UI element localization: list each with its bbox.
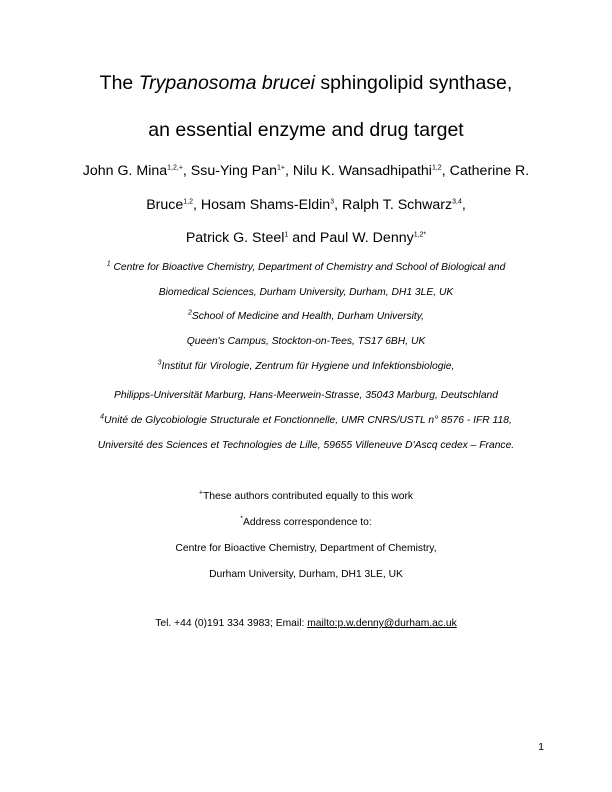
note-text: Address correspondence to: xyxy=(242,517,372,528)
title-species: Trypanosoma brucei xyxy=(138,72,316,94)
author-name: John G. Mina xyxy=(82,163,168,179)
correspondence-line-2 xyxy=(0,568,612,582)
title-line-1 xyxy=(0,71,612,95)
author-name: , Ralph T. Schwarz xyxy=(334,197,453,213)
author-name: and Paul W. Denny xyxy=(288,230,414,246)
author-name: , Nilu K. Wansadhipathi xyxy=(285,163,432,179)
author-name: Bruce xyxy=(146,197,184,213)
note-text: Durham University, Durham, DH1 3LE, UK xyxy=(209,569,403,580)
affiliation-3-line-1 xyxy=(0,360,612,374)
note-text: Centre for Bioactive Chemistry, Department of Chemistry, xyxy=(175,543,437,554)
correspondence-heading xyxy=(0,516,612,530)
author-name: Patrick G. Steel xyxy=(185,230,285,246)
author-superscript: 3,4 xyxy=(452,198,462,206)
author-name: , Hosam Shams-Eldin xyxy=(192,197,331,213)
affiliation-text: School of Medicine and Health, Durham University, xyxy=(191,311,425,322)
author-superscript: 1,2* xyxy=(413,231,427,239)
affiliation-superscript: 2 xyxy=(187,309,192,317)
title-text: sphingolipid synthase, xyxy=(315,72,513,94)
affiliation-text: Unité de Glycobiologie Structurale et Fonctionnelle, UMR CNRS/USTL n° 8576 - IFR 118, xyxy=(104,415,512,426)
title-text: The xyxy=(99,72,139,94)
affiliation-4-line-2 xyxy=(0,439,612,453)
affiliation-text: Institut für Virologie, Zentrum für Hygiene und Infektionsbiologie, xyxy=(161,361,455,372)
note-text: These authors contributed equally to this work xyxy=(203,491,414,502)
email-link[interactable]: mailto:p.w.denny@durham.ac.uk xyxy=(307,618,457,629)
note-superscript: * xyxy=(240,515,243,523)
contact-line xyxy=(0,617,612,631)
affiliation-text: Philipps-Universität Marburg, Hans-Meerwein-Strasse, 35043 Marburg, Deutschland xyxy=(113,390,498,401)
affiliation-2-line-1 xyxy=(0,310,612,324)
author-superscript: 1,2 xyxy=(431,164,442,172)
affiliation-superscript: 1 xyxy=(106,260,111,268)
author-superscript: 3 xyxy=(330,198,335,206)
author-superscript: 1+ xyxy=(277,164,286,172)
author-line-1 xyxy=(0,162,612,180)
author-name: , Catherine R. xyxy=(441,163,530,179)
affiliation-1-line-1 xyxy=(0,261,612,275)
affiliation-superscript: 3 xyxy=(157,359,162,367)
title-text: an essential enzyme and drug target xyxy=(148,119,464,141)
affiliation-superscript: 4 xyxy=(100,413,105,421)
affiliation-3-line-2 xyxy=(0,389,612,403)
page-number: 1 xyxy=(538,742,544,753)
affiliation-4-line-1 xyxy=(0,414,612,428)
affiliation-1-line-2 xyxy=(0,286,612,300)
affiliation-2-line-2 xyxy=(0,335,612,349)
affiliation-text: Université des Sciences et Technologies de Lille, 59655 Villeneuve D'Ascq cedex – France. xyxy=(97,440,515,451)
author-line-3 xyxy=(0,229,612,247)
affiliation-text: Queen's Campus, Stockton-on-Tees, TS17 6BH, UK xyxy=(186,336,426,347)
equal-contribution-note xyxy=(0,490,612,504)
title-line-2 xyxy=(0,118,612,142)
affiliation-text: Centre for Bioactive Chemistry, Department of Chemistry and School of Biological and xyxy=(110,262,506,273)
author-name: , xyxy=(461,197,466,213)
author-superscript: 1 xyxy=(284,231,289,239)
author-name: , Ssu-Ying Pan xyxy=(182,163,278,179)
correspondence-line-1 xyxy=(0,542,612,556)
note-superscript: + xyxy=(198,489,204,497)
contact-text: Tel. +44 (0)191 334 3983; Email: xyxy=(155,618,308,629)
author-superscript: 1,2 xyxy=(183,198,193,206)
affiliation-text: Biomedical Sciences, Durham University, Durham, DH1 3LE, UK xyxy=(158,287,454,298)
author-superscript: 1,2,+ xyxy=(167,164,183,172)
author-line-2 xyxy=(0,196,612,214)
